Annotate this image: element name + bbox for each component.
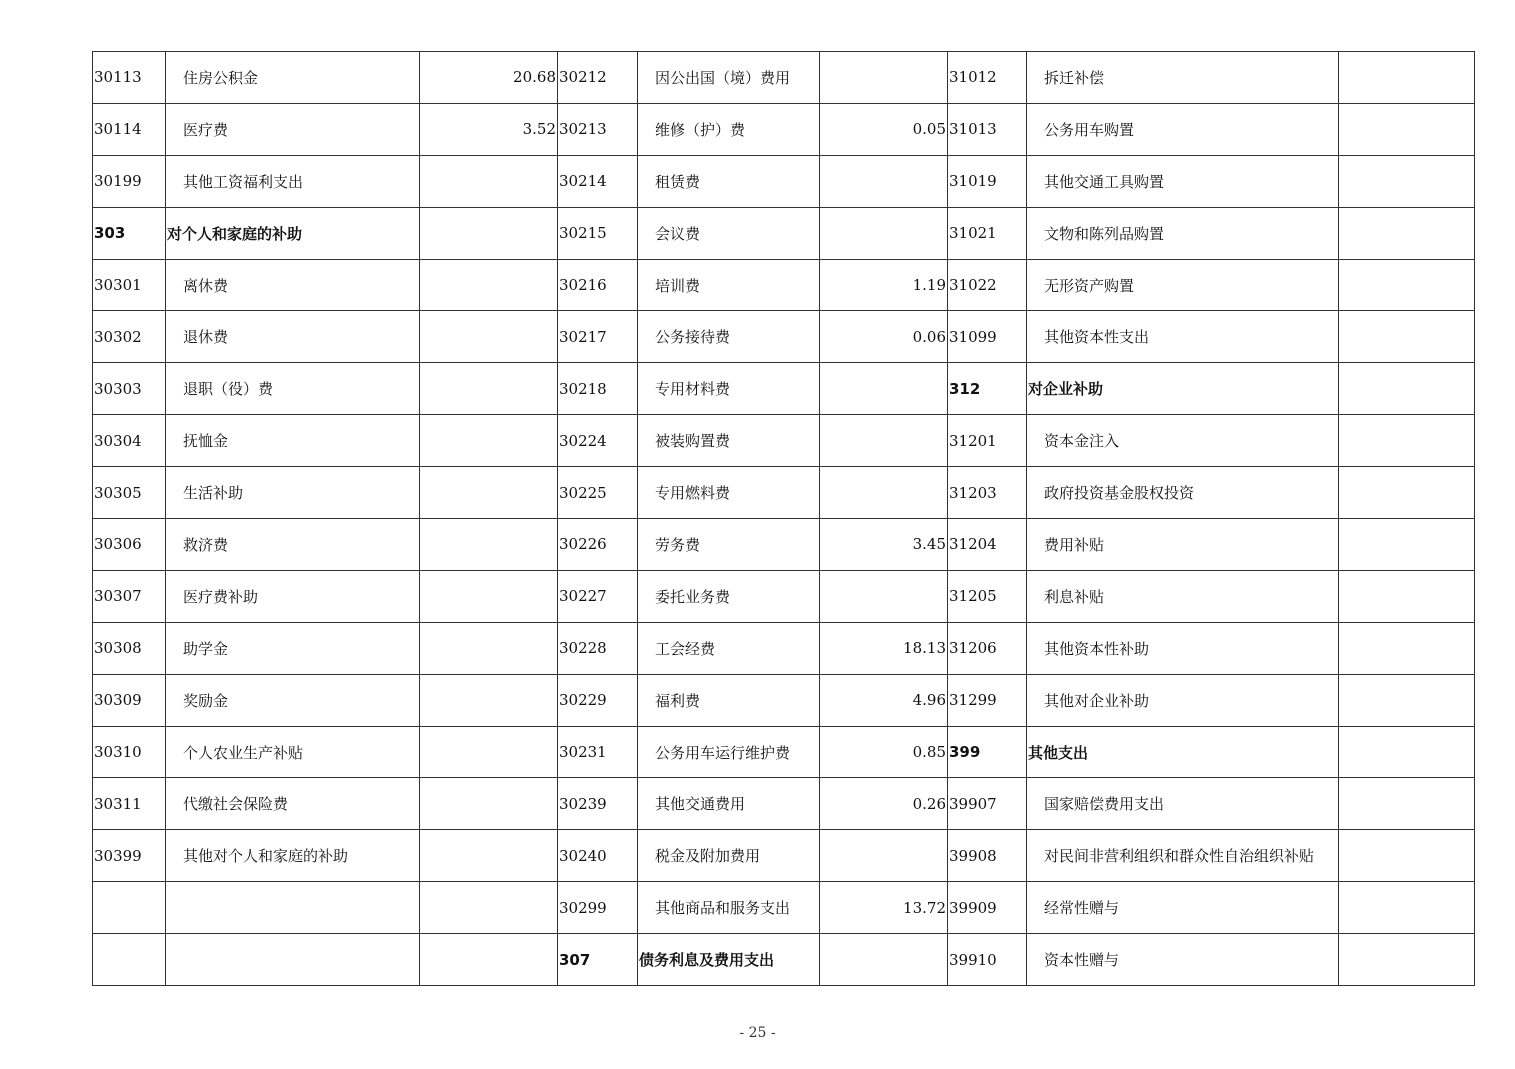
left-code-cell: 30310 bbox=[93, 726, 166, 778]
left-code-cell: 30309 bbox=[93, 674, 166, 726]
middle-amount-cell bbox=[820, 207, 948, 259]
right-amount-cell bbox=[1339, 467, 1475, 519]
table-row bbox=[93, 674, 1475, 726]
left-amount-cell bbox=[420, 259, 558, 311]
right-name-cell: 资本金注入 bbox=[1027, 415, 1339, 467]
right-code-cell: 31013 bbox=[948, 103, 1027, 155]
right-code-cell: 31099 bbox=[948, 311, 1027, 363]
left-code-cell: 30301 bbox=[93, 259, 166, 311]
table-row bbox=[93, 622, 1475, 674]
table-row bbox=[93, 726, 1475, 778]
left-amount-cell bbox=[420, 207, 558, 259]
left-code-cell: 30303 bbox=[93, 363, 166, 415]
right-code-cell: 31022 bbox=[948, 259, 1027, 311]
middle-name-cell: 租赁费 bbox=[638, 155, 820, 207]
middle-code-cell: 30226 bbox=[558, 519, 638, 571]
right-name-cell: 其他交通工具购置 bbox=[1027, 155, 1339, 207]
expenditure-table bbox=[92, 51, 1475, 986]
middle-amount-cell bbox=[820, 467, 948, 519]
left-name-cell: 个人农业生产补贴 bbox=[166, 726, 420, 778]
middle-name-cell: 工会经费 bbox=[638, 622, 820, 674]
table-row bbox=[93, 155, 1475, 207]
left-name-cell: 其他对个人和家庭的补助 bbox=[166, 830, 420, 882]
table-row bbox=[93, 311, 1475, 363]
middle-amount-cell: 0.05 bbox=[820, 103, 948, 155]
left-code-cell: 30304 bbox=[93, 415, 166, 467]
left-amount-cell bbox=[420, 778, 558, 830]
middle-amount-cell bbox=[820, 415, 948, 467]
right-code-cell: 39908 bbox=[948, 830, 1027, 882]
right-amount-cell bbox=[1339, 52, 1475, 104]
middle-code-cell: 30231 bbox=[558, 726, 638, 778]
right-name-cell: 文物和陈列品购置 bbox=[1027, 207, 1339, 259]
left-amount-cell bbox=[420, 622, 558, 674]
right-code-cell: 39909 bbox=[948, 882, 1027, 934]
middle-name-cell: 维修（护）费 bbox=[638, 103, 820, 155]
right-code-cell: 31203 bbox=[948, 467, 1027, 519]
middle-name-cell: 债务利息及费用支出 bbox=[638, 934, 820, 986]
page-number: - 25 - bbox=[739, 1025, 776, 1041]
right-name-cell: 资本性赠与 bbox=[1027, 934, 1339, 986]
table-row bbox=[93, 207, 1475, 259]
left-name-cell: 退休费 bbox=[166, 311, 420, 363]
right-code-cell: 312 bbox=[948, 363, 1027, 415]
right-name-cell: 无形资产购置 bbox=[1027, 259, 1339, 311]
right-amount-cell bbox=[1339, 674, 1475, 726]
middle-name-cell: 公务用车运行维护费 bbox=[638, 726, 820, 778]
left-code-cell: 30306 bbox=[93, 519, 166, 571]
left-code-cell: 303 bbox=[93, 207, 166, 259]
middle-name-cell: 因公出国（境）费用 bbox=[638, 52, 820, 104]
left-amount-cell: 3.52 bbox=[420, 103, 558, 155]
middle-code-cell: 30239 bbox=[558, 778, 638, 830]
right-amount-cell bbox=[1339, 207, 1475, 259]
middle-name-cell: 劳务费 bbox=[638, 519, 820, 571]
left-name-cell bbox=[166, 882, 420, 934]
left-name-cell: 代缴社会保险费 bbox=[166, 778, 420, 830]
right-code-cell: 31206 bbox=[948, 622, 1027, 674]
middle-amount-cell bbox=[820, 830, 948, 882]
middle-name-cell: 培训费 bbox=[638, 259, 820, 311]
left-name-cell: 对个人和家庭的补助 bbox=[166, 207, 420, 259]
right-code-cell: 399 bbox=[948, 726, 1027, 778]
middle-amount-cell: 1.19 bbox=[820, 259, 948, 311]
right-amount-cell bbox=[1339, 778, 1475, 830]
right-name-cell: 政府投资基金股权投资 bbox=[1027, 467, 1339, 519]
middle-name-cell: 税金及附加费用 bbox=[638, 830, 820, 882]
right-amount-cell bbox=[1339, 155, 1475, 207]
middle-amount-cell bbox=[820, 570, 948, 622]
middle-amount-cell: 3.45 bbox=[820, 519, 948, 571]
middle-name-cell: 福利费 bbox=[638, 674, 820, 726]
left-amount-cell bbox=[420, 415, 558, 467]
middle-name-cell: 专用燃料费 bbox=[638, 467, 820, 519]
left-code-cell: 30199 bbox=[93, 155, 166, 207]
left-name-cell: 生活补助 bbox=[166, 467, 420, 519]
right-name-cell: 其他支出 bbox=[1027, 726, 1339, 778]
middle-amount-cell: 0.85 bbox=[820, 726, 948, 778]
middle-code-cell: 30240 bbox=[558, 830, 638, 882]
right-code-cell: 31201 bbox=[948, 415, 1027, 467]
left-amount-cell bbox=[420, 726, 558, 778]
right-code-cell: 39910 bbox=[948, 934, 1027, 986]
table-row bbox=[93, 778, 1475, 830]
left-name-cell: 医疗费 bbox=[166, 103, 420, 155]
right-name-cell: 其他资本性支出 bbox=[1027, 311, 1339, 363]
right-code-cell: 31019 bbox=[948, 155, 1027, 207]
left-code-cell: 30305 bbox=[93, 467, 166, 519]
right-amount-cell bbox=[1339, 934, 1475, 986]
left-name-cell: 助学金 bbox=[166, 622, 420, 674]
middle-code-cell: 307 bbox=[558, 934, 638, 986]
middle-code-cell: 30225 bbox=[558, 467, 638, 519]
middle-amount-cell: 0.06 bbox=[820, 311, 948, 363]
left-name-cell: 抚恤金 bbox=[166, 415, 420, 467]
table-row bbox=[93, 467, 1475, 519]
middle-code-cell: 30214 bbox=[558, 155, 638, 207]
middle-code-cell: 30227 bbox=[558, 570, 638, 622]
left-name-cell: 医疗费补助 bbox=[166, 570, 420, 622]
left-name-cell: 奖励金 bbox=[166, 674, 420, 726]
table-row bbox=[93, 934, 1475, 986]
right-name-cell: 经常性赠与 bbox=[1027, 882, 1339, 934]
table-row bbox=[93, 259, 1475, 311]
right-name-cell: 其他资本性补助 bbox=[1027, 622, 1339, 674]
middle-amount-cell: 13.72 bbox=[820, 882, 948, 934]
table-row bbox=[93, 882, 1475, 934]
left-code-cell: 30307 bbox=[93, 570, 166, 622]
left-name-cell: 退职（役）费 bbox=[166, 363, 420, 415]
right-name-cell: 其他对企业补助 bbox=[1027, 674, 1339, 726]
middle-code-cell: 30224 bbox=[558, 415, 638, 467]
middle-code-cell: 30215 bbox=[558, 207, 638, 259]
left-name-cell: 其他工资福利支出 bbox=[166, 155, 420, 207]
middle-name-cell: 被装购置费 bbox=[638, 415, 820, 467]
left-amount-cell bbox=[420, 570, 558, 622]
left-amount-cell bbox=[420, 519, 558, 571]
right-code-cell: 31204 bbox=[948, 519, 1027, 571]
right-amount-cell bbox=[1339, 622, 1475, 674]
middle-amount-cell bbox=[820, 52, 948, 104]
right-name-cell: 费用补贴 bbox=[1027, 519, 1339, 571]
left-amount-cell bbox=[420, 674, 558, 726]
table-row bbox=[93, 830, 1475, 882]
left-amount-cell bbox=[420, 934, 558, 986]
middle-amount-cell bbox=[820, 155, 948, 207]
middle-amount-cell: 4.96 bbox=[820, 674, 948, 726]
right-amount-cell bbox=[1339, 415, 1475, 467]
middle-code-cell: 30217 bbox=[558, 311, 638, 363]
left-amount-cell bbox=[420, 155, 558, 207]
left-amount-cell: 20.68 bbox=[420, 52, 558, 104]
left-amount-cell bbox=[420, 311, 558, 363]
left-code-cell bbox=[93, 934, 166, 986]
middle-code-cell: 30218 bbox=[558, 363, 638, 415]
table-row bbox=[93, 415, 1475, 467]
left-amount-cell bbox=[420, 467, 558, 519]
right-name-cell: 国家赔偿费用支出 bbox=[1027, 778, 1339, 830]
left-amount-cell bbox=[420, 363, 558, 415]
middle-name-cell: 其他交通费用 bbox=[638, 778, 820, 830]
middle-code-cell: 30299 bbox=[558, 882, 638, 934]
right-amount-cell bbox=[1339, 363, 1475, 415]
middle-amount-cell: 18.13 bbox=[820, 622, 948, 674]
left-code-cell: 30302 bbox=[93, 311, 166, 363]
left-amount-cell bbox=[420, 882, 558, 934]
left-amount-cell bbox=[420, 830, 558, 882]
table-row bbox=[93, 363, 1475, 415]
right-name-cell: 利息补贴 bbox=[1027, 570, 1339, 622]
right-amount-cell bbox=[1339, 570, 1475, 622]
right-amount-cell bbox=[1339, 882, 1475, 934]
left-code-cell: 30114 bbox=[93, 103, 166, 155]
left-code-cell: 30399 bbox=[93, 830, 166, 882]
middle-code-cell: 30228 bbox=[558, 622, 638, 674]
left-name-cell bbox=[166, 934, 420, 986]
table-row bbox=[93, 519, 1475, 571]
right-code-cell: 31021 bbox=[948, 207, 1027, 259]
left-code-cell: 30113 bbox=[93, 52, 166, 104]
table-body bbox=[93, 52, 1475, 986]
right-amount-cell bbox=[1339, 830, 1475, 882]
middle-code-cell: 30213 bbox=[558, 103, 638, 155]
middle-amount-cell: 0.26 bbox=[820, 778, 948, 830]
left-name-cell: 住房公积金 bbox=[166, 52, 420, 104]
right-amount-cell bbox=[1339, 311, 1475, 363]
right-amount-cell bbox=[1339, 259, 1475, 311]
middle-name-cell: 委托业务费 bbox=[638, 570, 820, 622]
left-code-cell: 30308 bbox=[93, 622, 166, 674]
right-name-cell: 公务用车购置 bbox=[1027, 103, 1339, 155]
right-code-cell: 31012 bbox=[948, 52, 1027, 104]
right-name-cell: 对民间非营利组织和群众性自治组织补贴 bbox=[1027, 830, 1339, 882]
middle-code-cell: 30229 bbox=[558, 674, 638, 726]
right-code-cell: 39907 bbox=[948, 778, 1027, 830]
right-name-cell: 对企业补助 bbox=[1027, 363, 1339, 415]
right-code-cell: 31299 bbox=[948, 674, 1027, 726]
left-name-cell: 离休费 bbox=[166, 259, 420, 311]
right-amount-cell bbox=[1339, 519, 1475, 571]
middle-code-cell: 30212 bbox=[558, 52, 638, 104]
right-name-cell: 拆迁补偿 bbox=[1027, 52, 1339, 104]
left-code-cell bbox=[93, 882, 166, 934]
middle-name-cell: 公务接待费 bbox=[638, 311, 820, 363]
table-row bbox=[93, 570, 1475, 622]
right-amount-cell bbox=[1339, 726, 1475, 778]
left-code-cell: 30311 bbox=[93, 778, 166, 830]
table-row bbox=[93, 103, 1475, 155]
right-amount-cell bbox=[1339, 103, 1475, 155]
middle-code-cell: 30216 bbox=[558, 259, 638, 311]
middle-name-cell: 专用材料费 bbox=[638, 363, 820, 415]
table-row bbox=[93, 52, 1475, 104]
middle-amount-cell bbox=[820, 363, 948, 415]
right-code-cell: 31205 bbox=[948, 570, 1027, 622]
middle-amount-cell bbox=[820, 934, 948, 986]
left-name-cell: 救济费 bbox=[166, 519, 420, 571]
middle-name-cell: 会议费 bbox=[638, 207, 820, 259]
middle-name-cell: 其他商品和服务支出 bbox=[638, 882, 820, 934]
